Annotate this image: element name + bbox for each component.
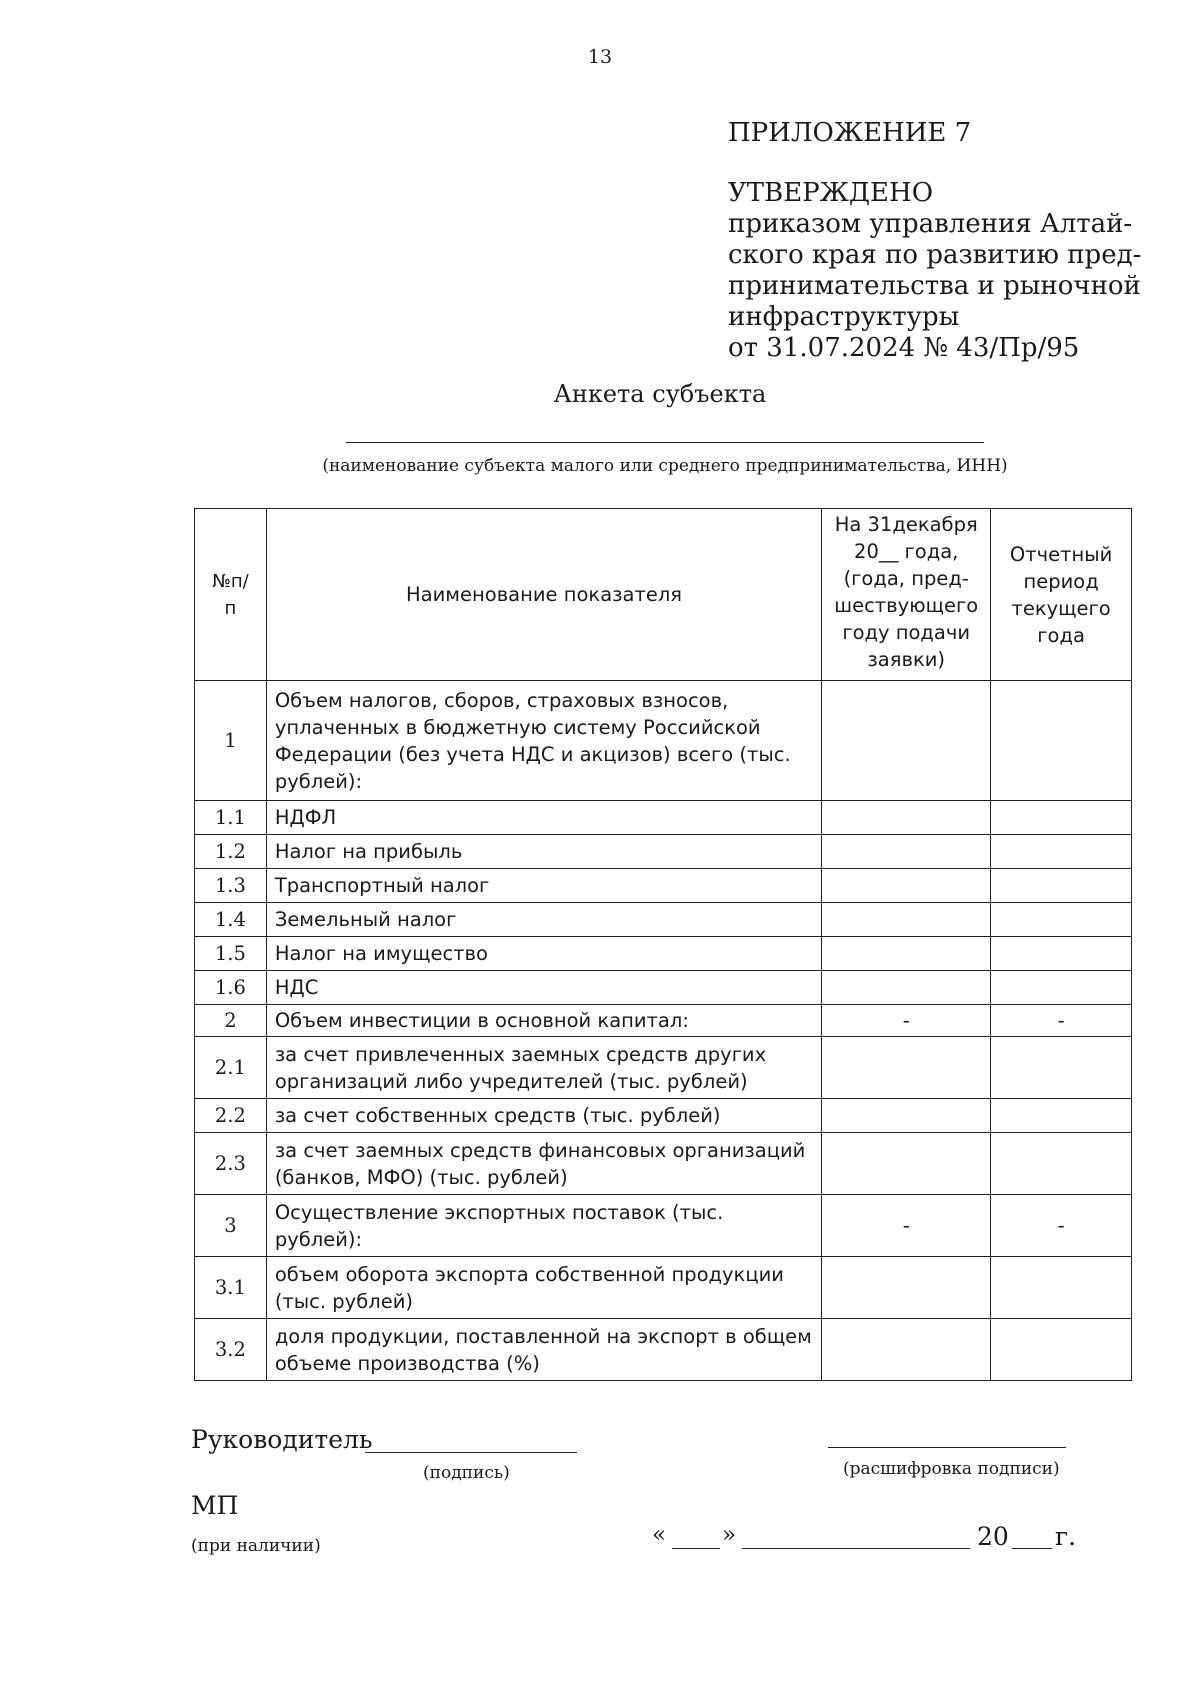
header-current-line: период [1023,569,1099,593]
row-value-prev-year[interactable] [822,869,991,903]
entity-name-caption: (наименование субъекта малого или среднего предпринимательства, ИНН) [322,456,1008,476]
row-value-prev-year[interactable]: - [822,1005,991,1037]
table-row [195,1195,1132,1257]
header-name: Наименование показателя [266,509,821,681]
row-number: 1.1 [195,801,267,835]
row-value-current[interactable] [991,835,1132,869]
header-num-line: п [224,597,237,619]
date-year-line[interactable] [1012,1548,1052,1549]
header-prev-line: На 31декабря [834,513,978,536]
table-row [195,681,1132,801]
row-value-prev-year[interactable] [822,1257,991,1319]
header-current-line: года [1037,623,1085,647]
row-indicator-name: НДС [266,971,821,1005]
table-row [195,1005,1132,1037]
row-value-prev-year[interactable] [822,1099,991,1133]
row-value-current[interactable] [991,801,1132,835]
date-year-suffix: г. [1055,1522,1077,1551]
row-value-prev-year[interactable] [822,681,991,801]
header-current-period [991,509,1132,681]
table-row [195,971,1132,1005]
row-value-current[interactable] [991,1099,1132,1133]
row-indicator-name: Налог на прибыль [266,835,821,869]
row-value-current[interactable] [991,937,1132,971]
row-indicator-name: объем оборота экспорта собственной продукции (тыс. рублей) [266,1257,821,1319]
row-value-current[interactable] [991,869,1132,903]
row-value-current[interactable] [991,1319,1132,1381]
row-number: 2 [195,1005,267,1037]
table-row [195,903,1132,937]
row-indicator-name: Осуществление экспортных поставок (тыс. рублей): [266,1195,821,1257]
row-indicator-name: за счет заемных средств финансовых организаций (банков, МФО) (тыс. рублей) [266,1133,821,1195]
header-prev-year [822,509,991,681]
row-value-current[interactable]: - [991,1195,1132,1257]
row-indicator-name: за счет привлеченных заемных средств других организаций либо учредителей (тыс. рублей) [266,1037,821,1099]
row-indicator-name: доля продукции, поставленной на экспорт в общем объеме производства (%) [266,1319,821,1381]
row-number: 1 [195,681,267,801]
row-value-prev-year[interactable] [822,835,991,869]
page-number: 13 [587,46,613,68]
approval-block [728,178,1141,364]
row-value-prev-year[interactable] [822,1037,991,1099]
row-value-current[interactable] [991,1037,1132,1099]
table-row [195,869,1132,903]
order-line: от 31.07.2024 № 43/Пр/95 [728,333,1080,363]
row-value-current[interactable]: - [991,1005,1132,1037]
indicator-table [194,508,1132,1381]
row-number: 3 [195,1195,267,1257]
order-line: инфраструктуры [728,302,960,332]
document-title: Анкета субъекта [553,380,767,408]
signature-decode-caption: (расшифровка подписи) [843,1459,1060,1479]
row-number: 2.3 [195,1133,267,1195]
row-indicator-name: Налог на имущество [266,937,821,971]
header-prev-line: 20__ года, [854,540,959,563]
date-year-prefix: 20 [977,1522,1009,1551]
date-day-line[interactable] [672,1548,720,1549]
row-value-current[interactable] [991,903,1132,937]
row-number: 2.2 [195,1099,267,1133]
order-line: принимательства и рыночной [728,271,1141,301]
row-value-prev-year[interactable] [822,1319,991,1381]
row-value-current[interactable] [991,971,1132,1005]
table-header-row [195,509,1132,681]
order-line: ского края по развитию пред- [728,240,1142,270]
stamp-note: (при наличии) [191,1536,321,1556]
row-indicator-name: Объем налогов, сборов, страховых взносов, уплаченных в бюджетную систему Российской Федерации (без учета НДС и акцизов) всего (тыс. рублей): [266,681,821,801]
header-current-line: текущего [1011,596,1111,620]
header-prev-line: (года, пред- [843,567,969,590]
row-indicator-name: НДФЛ [266,801,821,835]
row-indicator-name: Объем инвестиции в основной капитал: [266,1005,821,1037]
table-body [195,681,1132,1381]
row-value-current[interactable] [991,1133,1132,1195]
header-prev-line: году подачи [842,621,971,644]
table-row [195,801,1132,835]
table-row [195,1133,1132,1195]
header-current-line: Отчетный [1009,542,1113,566]
stamp-label: МП [191,1491,239,1520]
signature-caption: (подпись) [423,1463,510,1483]
head-label: Руководитель [191,1425,373,1454]
row-number: 1.4 [195,903,267,937]
row-number: 3.2 [195,1319,267,1381]
header-num [195,509,267,681]
date-month-line[interactable] [742,1548,970,1549]
row-number: 3.1 [195,1257,267,1319]
row-number: 1.5 [195,937,267,971]
order-line: приказом управления Алтай- [728,209,1133,239]
appendix-label: ПРИЛОЖЕНИЕ 7 [728,118,972,148]
row-value-prev-year[interactable] [822,1133,991,1195]
row-value-current[interactable] [991,681,1132,801]
header-prev-line: заявки) [867,648,946,671]
row-indicator-name: Транспортный налог [266,869,821,903]
table-row [195,835,1132,869]
row-value-prev-year[interactable] [822,971,991,1005]
header-prev-line: шествующего [834,594,979,617]
row-value-prev-year[interactable] [822,903,991,937]
row-number: 1.3 [195,869,267,903]
row-indicator-name: за счет собственных средств (тыс. рублей) [266,1099,821,1133]
row-value-current[interactable] [991,1257,1132,1319]
signature-decode-line[interactable] [828,1447,1066,1448]
row-value-prev-year[interactable] [822,937,991,971]
row-value-prev-year[interactable] [822,801,991,835]
approved-label: УТВЕРЖДЕНО [728,178,934,208]
header-num-line: №п/ [212,570,249,592]
row-indicator-name: Земельный налог [266,903,821,937]
signature-line[interactable] [365,1452,577,1453]
table-row [195,1319,1132,1381]
table-row [195,937,1132,971]
table-row [195,1257,1132,1319]
date-quote-open: « [652,1522,667,1548]
row-value-prev-year[interactable]: - [822,1195,991,1257]
entity-name-line[interactable] [346,442,984,443]
date-quote-close: » [722,1522,737,1548]
row-number: 1.6 [195,971,267,1005]
row-number: 1.2 [195,835,267,869]
table-row [195,1037,1132,1099]
table-row [195,1099,1132,1133]
row-number: 2.1 [195,1037,267,1099]
